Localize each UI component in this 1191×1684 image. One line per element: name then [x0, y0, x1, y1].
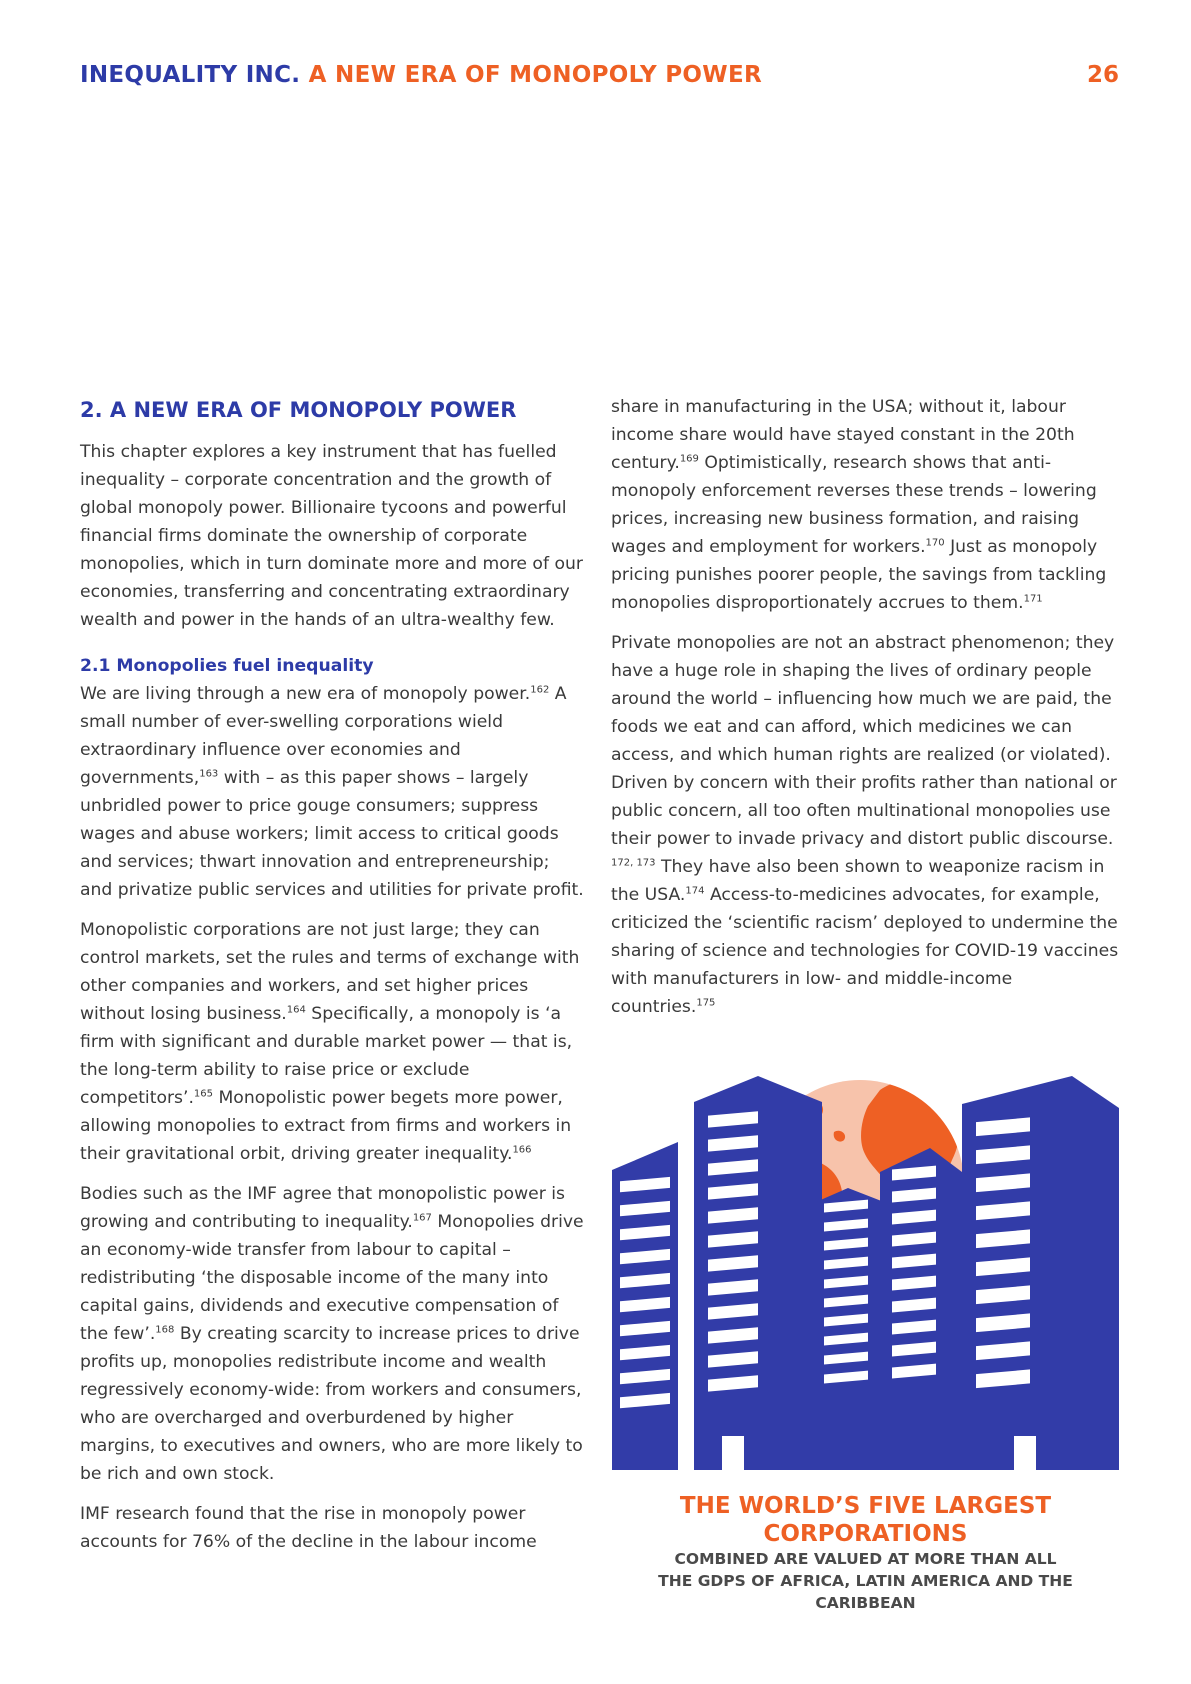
footnote-ref[interactable]: 166 — [512, 1144, 532, 1156]
infographic-caption — [612, 1492, 1119, 1614]
caption-title: THE WORLD’S FIVE LARGEST CORPORATIONS — [679, 1493, 1052, 1547]
footnote-ref[interactable]: 175 — [696, 997, 716, 1009]
section-title: 2. A NEW ERA OF MONOPOLY POWER — [80, 398, 517, 422]
footnote-ref[interactable]: 171 — [1023, 593, 1043, 605]
caption-line: THE GDPS OF AFRICA, LATIN AMERICA AND THE CARIBBEAN — [658, 1572, 1073, 1612]
footnote-ref[interactable]: 164 — [286, 1004, 306, 1016]
body-paragraph: Bodies such as the IMF agree that monopolistic power is growing and contributing to inequality.$^{167}$ Monopolies drive an economy-wide transfer from labour to capital – redistributing ‘the disposable income of the many into capital gains, dividends and executive compensation of the few’.$^{168}$ By creating scarcity to increase prices to drive profits up, monopolies redistribute income and wealth regressively economy-wide: from workers and consumers, who are overcharged and overburdened by higher margins, to executives and owners, who are more likely to be rich and own stock. — [80, 1184, 584, 1484]
running-header — [80, 62, 762, 88]
header-title: A NEW ERA OF MONOPOLY POWER — [308, 62, 762, 88]
footnote-ref[interactable]: 162 — [530, 684, 550, 696]
right-column — [611, 393, 1121, 1033]
skyline-globe-illustration — [612, 1062, 1119, 1470]
intro-paragraph: This chapter explores a key instrument that has fuelled inequality – corporate concentration and the growth of global monopoly power. Billionaire tycoons and powerful financial firms dominate the ownership of corporate monopolies, which in turn dominate more and more of our economies, transferring and concentrating extraordinary wealth and power in the hands of an ultra-wealthy few. — [80, 442, 583, 630]
left-column — [80, 396, 585, 1568]
caption-line: COMBINED ARE VALUED AT MORE THAN ALL — [674, 1550, 1057, 1568]
body-paragraph: Monopolistic corporations are not just large; they can control markets, set the rules and terms of exchange with other companies and workers, and set higher prices without losing business.$^{164}$ Specifically, a monopoly is ‘a firm with significant and durable market power — that is, the long-term ability to raise price or exclude competitors’.$^{165}$ Monopolistic power begets more power, allowing monopolies to extract from firms and workers in their gravitational orbit, driving greater inequality.$^{166}$ — [80, 920, 580, 1164]
body-paragraph: We are living through a new era of monopoly power.$^{162}$ A small number of ever-swelling corporations wield extraordinary influence over economies and governments,$^{163}$ with – as this paper shows – largely unbridled power to price gouge consumers; suppress wages and abuse workers; limit access to critical goods and services; thwart innovation and entrepreneurship; and privatize public services and utilities for private profit. — [80, 684, 584, 900]
footnote-ref[interactable]: 168 — [155, 1324, 175, 1336]
footnote-ref[interactable]: 174 — [685, 885, 705, 897]
footnote-ref[interactable]: 170 — [925, 537, 945, 549]
body-paragraph: share in manufacturing in the USA; without it, labour income share would have stayed constant in the 20th century.$^{169}$ Optimistically, research shows that anti-monopoly enforcement reverses these trends – lowering prices, increasing new business formation, and raising wages and employment for workers.$^{170}$ Just as monopoly pricing punishes poorer people, the savings from tackling monopolies disproportionately accrues to them.$^{171}$ — [611, 397, 1107, 613]
body-paragraph: Private monopolies are not an abstract phenomenon; they have a huge role in shaping the lives of ordinary people around the world – influencing how much we are paid, the foods we eat and can afford, which medicines we can access, and which human rights are realized (or violated). Driven by concern with their profits rather than national or public concern, all too often multinational monopolies use their power to invade privacy and distort public discourse. $^{172, 173}$ They have also been shown to weaponize racism in the USA.$^{174}$ Access-to-medicines advocates, for example, criticized the ‘scientific racism’ deployed to undermine the sharing of science and technologies for COVID-19 vaccines with manufacturers in low- and middle-income countries.$^{175}$ — [611, 633, 1119, 1017]
building-tall-left — [694, 1076, 822, 1470]
subsection-title: 2.1 Monopolies fuel inequality — [80, 656, 374, 676]
footnote-ref[interactable]: 167 — [412, 1212, 432, 1224]
footnote-ref[interactable]: 172, 173 — [611, 857, 656, 869]
body-paragraph: IMF research found that the rise in monopoly power accounts for 76% of the decline in the labour income — [80, 1504, 537, 1552]
page-number: 26 — [1086, 62, 1119, 88]
footnote-ref[interactable]: 169 — [679, 453, 699, 465]
footnote-ref[interactable]: 163 — [199, 768, 219, 780]
footnote-ref[interactable]: 165 — [193, 1088, 214, 1100]
header-series: INEQUALITY INC. — [80, 62, 301, 88]
